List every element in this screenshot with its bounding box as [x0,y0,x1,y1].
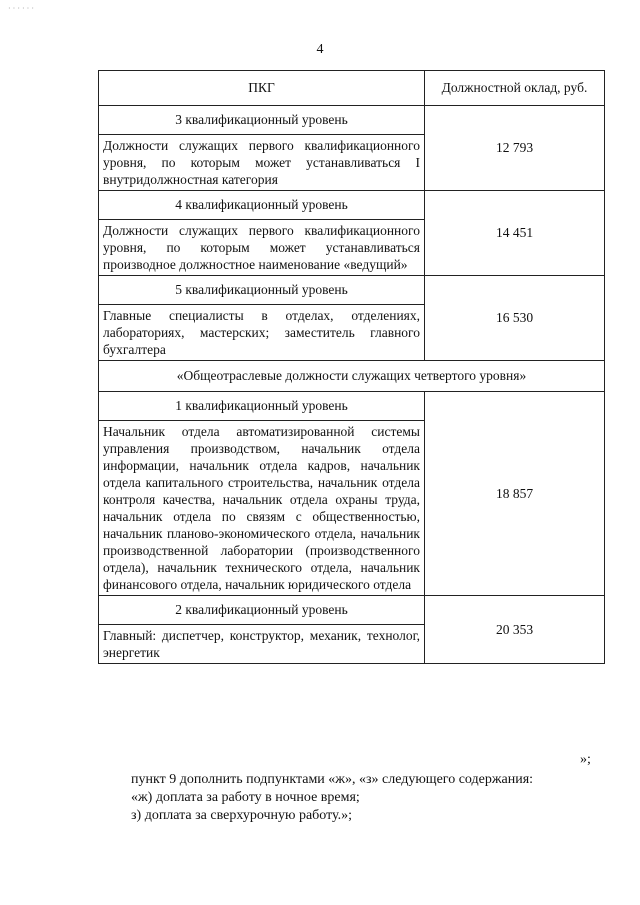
level-row [99,392,605,421]
scan-artifact: · · · · · · [8,4,34,13]
level-row [99,596,605,625]
position-description: Главные специалисты в отделах, отделениях, лабораториях, мастерских; заместитель главного бухгалтера [99,305,425,361]
salary-value: 14 451 [425,191,605,276]
salary-table [98,70,605,664]
position-description: Главный: диспетчер, конструктор, механик, технолог, энергетик [99,625,425,664]
level-label: 5 квалификационный уровень [99,276,425,305]
level-label: 2 квалификационный уровень [99,596,425,625]
header-salary: Должностной оклад, руб. [425,71,605,106]
amendment-paragraph: «ж) доплата за работу в ночное время; [131,790,360,805]
amendment-paragraph: пункт 9 дополнить подпунктами «ж», «з» следующего содержания: [131,772,534,787]
position-description: Должности служащих первого квалификационного уровня, по которым может устанавливаться I внутридолжностная категория [99,135,425,191]
salary-value: 16 530 [425,276,605,361]
level-row [99,191,605,220]
level-row [99,106,605,135]
table-header-row [99,71,605,106]
level-label: 1 квалификационный уровень [99,392,425,421]
level-row [99,276,605,305]
level-label: 3 квалификационный уровень [99,106,425,135]
position-description: Начальник отдела автоматизированной системы управления производством, начальник отдела информации, начальник отдела кадров, начальник отдела капитального строительства, начальник отдела контроля качества, начальник отдела охраны труда, начальник отдела по связям с общественностью, начальник планово-экономического отдела, начальник производственной лаборатории (производственного отдела), начальник технического отдела, начальник финансового отдела, начальник юридического отдела [99,421,425,596]
salary-value: 20 353 [425,596,605,664]
group-title-row [99,361,605,392]
header-pkg: ПКГ [99,71,425,106]
closing-quote: »; [580,752,591,767]
salary-value: 12 793 [425,106,605,191]
salary-value: 18 857 [425,392,605,596]
group-title: «Общеотраслевые должности служащих четвертого уровня» [99,361,605,392]
amendment-paragraph: з) доплата за сверхурочную работу.»; [131,808,353,823]
position-description: Должности служащих первого квалификационного уровня, по которым может устанавливаться производное должностное наименование «ведущий» [99,220,425,276]
page-number: 4 [316,42,324,57]
level-label: 4 квалификационный уровень [99,191,425,220]
